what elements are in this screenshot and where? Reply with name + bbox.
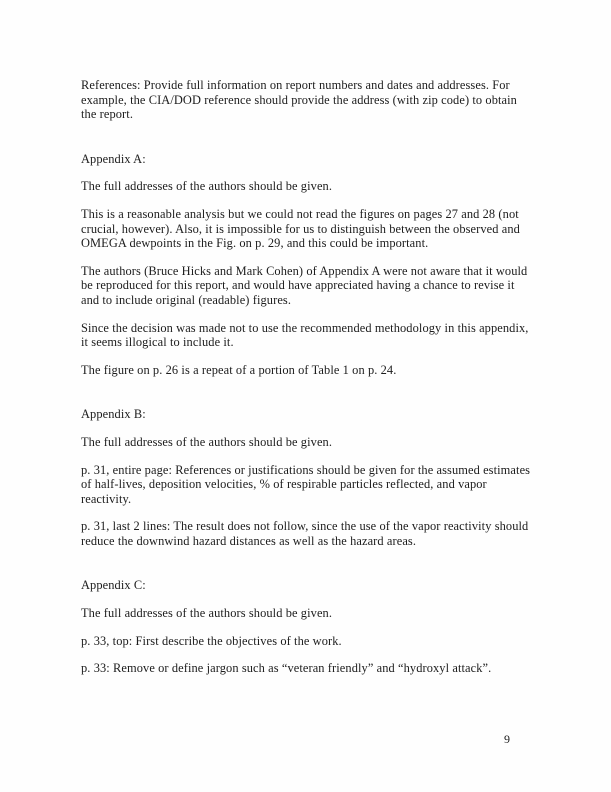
page-number: 9: [504, 732, 510, 746]
paragraph-appendix-a-analysis: This is a reasonable analysis but we could not read the figures on pages 27 and 28 (not crucial, however). Also, it is impossible for us to distinguish between the observed and OMEGA dewpoints in the Fig. on p. 29, and this could be important.: [81, 206, 520, 251]
heading-appendix-a: Appendix A:: [81, 151, 146, 166]
paragraph-appendix-c-objectives: p. 33, top: First describe the objectives of the work.: [81, 633, 342, 648]
paragraph-appendix-c-jargon: p. 33: Remove or define jargon such as “veteran friendly” and “hydroxyl attack”.: [81, 661, 492, 676]
paragraph-appendix-b-entire-page: p. 31, entire page: References or justifications should be given for the assumed estimates of half-lives, deposition velocities, % of respirable particles reflected, and vapor reactivity.: [81, 462, 531, 506]
heading-appendix-c: Appendix C:: [81, 578, 146, 593]
paragraph-appendix-b-last-lines: p. 31, last 2 lines: The result does not follow, since the use of the vapor reactivity should reduce the downwind hazard distances as well as the hazard areas.: [81, 519, 529, 548]
paragraph-references: References: Provide full information on report numbers and dates and addresses. For example, the CIA/DOD reference should provide the address (with zip code) to obtain the report.: [81, 78, 517, 122]
paragraph-appendix-a-figure: The figure on p. 26 is a repeat of a portion of Table 1 on p. 24.: [81, 362, 397, 377]
paragraph-appendix-a-authors: The authors (Bruce Hicks and Mark Cohen) of Appendix A were not aware that it would be reproduced for this report, and would have appreciated having a chance to revise it and to include original (readable) figures.: [81, 263, 528, 307]
paragraph-appendix-a-addresses: The full addresses of the authors should be given.: [81, 179, 333, 194]
paragraph-appendix-c-addresses: The full addresses of the authors should be given.: [81, 606, 333, 621]
heading-appendix-b: Appendix B:: [81, 407, 146, 422]
paragraph-appendix-b-addresses: The full addresses of the authors should be given.: [81, 434, 333, 449]
paragraph-appendix-a-decision: Since the decision was made not to use the recommended methodology in this appendix, it seems illogical to include it.: [81, 320, 529, 350]
document-content: [81, 78, 534, 689]
